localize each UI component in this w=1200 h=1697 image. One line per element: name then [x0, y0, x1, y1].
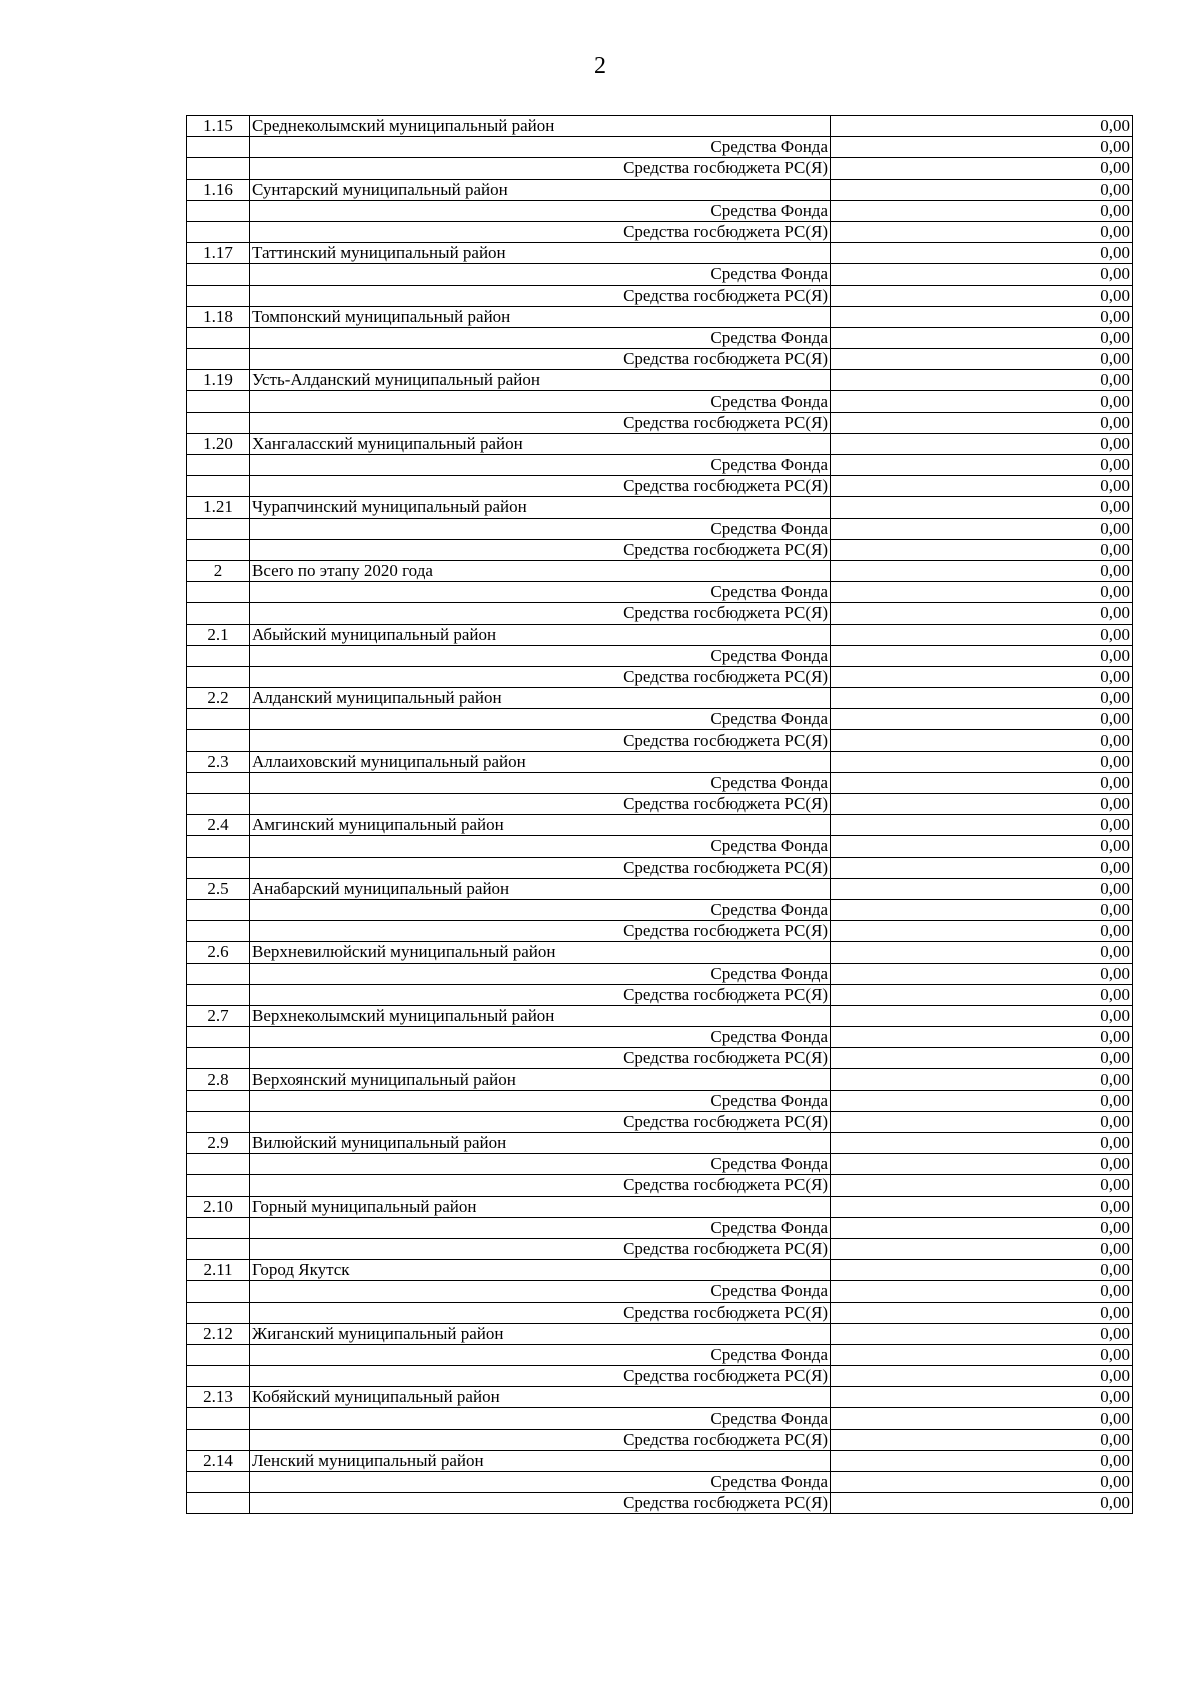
table-subrow-budget [187, 158, 1133, 179]
row-number-empty [187, 1408, 250, 1429]
budget-value: 0,00 [831, 730, 1133, 751]
row-number-empty [187, 730, 250, 751]
row-total-value: 0,00 [831, 1196, 1133, 1217]
budget-label: Средства госбюджета РС(Я) [250, 1111, 831, 1132]
table-row [187, 878, 1133, 899]
row-number: 2.5 [187, 878, 250, 899]
budget-value: 0,00 [831, 1493, 1133, 1514]
table-subrow-fund [187, 1344, 1133, 1365]
row-number: 2.8 [187, 1069, 250, 1090]
fund-value: 0,00 [831, 1027, 1133, 1048]
table-subrow-budget [187, 1302, 1133, 1323]
row-district-name: Ленский муниципальный район [250, 1450, 831, 1471]
table-subrow-fund [187, 391, 1133, 412]
row-number-empty [187, 772, 250, 793]
row-number-empty [187, 1027, 250, 1048]
row-district-name: Верхневилюйский муниципальный район [250, 942, 831, 963]
table-subrow-budget [187, 666, 1133, 687]
row-district-name: Хангаласский муниципальный район [250, 433, 831, 454]
row-district-name: Жиганский муниципальный район [250, 1323, 831, 1344]
row-number-empty [187, 857, 250, 878]
row-total-value: 0,00 [831, 1450, 1133, 1471]
table-subrow-fund [187, 836, 1133, 857]
table-subrow-fund [187, 1154, 1133, 1175]
fund-value: 0,00 [831, 327, 1133, 348]
fund-value: 0,00 [831, 709, 1133, 730]
funding-table-body [187, 116, 1133, 1514]
row-number: 2.13 [187, 1387, 250, 1408]
fund-label: Средства Фонда [250, 836, 831, 857]
budget-label: Средства госбюджета РС(Я) [250, 221, 831, 242]
fund-label: Средства Фонда [250, 1090, 831, 1111]
budget-value: 0,00 [831, 1048, 1133, 1069]
row-district-name: Таттинский муниципальный район [250, 243, 831, 264]
table-subrow-fund [187, 1281, 1133, 1302]
table-subrow-budget [187, 1493, 1133, 1514]
budget-label: Средства госбюджета РС(Я) [250, 476, 831, 497]
row-district-name: Чурапчинский муниципальный район [250, 497, 831, 518]
row-number: 1.15 [187, 116, 250, 137]
table-subrow-fund [187, 645, 1133, 666]
row-total-value: 0,00 [831, 1133, 1133, 1154]
row-number-empty [187, 476, 250, 497]
budget-label: Средства госбюджета РС(Я) [250, 921, 831, 942]
row-number-empty [187, 1302, 250, 1323]
row-number: 2.12 [187, 1323, 250, 1344]
fund-label: Средства Фонда [250, 1027, 831, 1048]
row-number-empty [187, 200, 250, 221]
budget-label: Средства госбюджета РС(Я) [250, 666, 831, 687]
table-row [187, 688, 1133, 709]
row-number-empty [187, 518, 250, 539]
budget-value: 0,00 [831, 221, 1133, 242]
row-number: 1.19 [187, 370, 250, 391]
table-subrow-fund [187, 1217, 1133, 1238]
budget-label: Средства госбюджета РС(Я) [250, 1302, 831, 1323]
row-number: 2.9 [187, 1133, 250, 1154]
row-number: 2.2 [187, 688, 250, 709]
funding-table [186, 115, 1133, 1514]
fund-value: 0,00 [831, 518, 1133, 539]
row-district-name: Алданский муниципальный район [250, 688, 831, 709]
row-district-name: Томпонский муниципальный район [250, 306, 831, 327]
row-number-empty [187, 391, 250, 412]
table-row [187, 560, 1133, 581]
row-number: 1.21 [187, 497, 250, 518]
table-subrow-fund [187, 200, 1133, 221]
table-subrow-fund [187, 1408, 1133, 1429]
row-number-empty [187, 285, 250, 306]
fund-label: Средства Фонда [250, 1281, 831, 1302]
budget-label: Средства госбюджета РС(Я) [250, 1429, 831, 1450]
row-district-name: Аллаиховский муниципальный район [250, 751, 831, 772]
table-subrow-budget [187, 1429, 1133, 1450]
table-subrow-budget [187, 984, 1133, 1005]
row-number: 1.20 [187, 433, 250, 454]
table-row [187, 1387, 1133, 1408]
fund-label: Средства Фонда [250, 645, 831, 666]
budget-value: 0,00 [831, 857, 1133, 878]
table-subrow-fund [187, 137, 1133, 158]
row-district-name: Верхнеколымский муниципальный район [250, 1005, 831, 1026]
row-total-value: 0,00 [831, 497, 1133, 518]
fund-value: 0,00 [831, 1344, 1133, 1365]
table-row [187, 1450, 1133, 1471]
table-row [187, 1323, 1133, 1344]
fund-value: 0,00 [831, 200, 1133, 221]
fund-value: 0,00 [831, 391, 1133, 412]
row-district-name: Всего по этапу 2020 года [250, 560, 831, 581]
fund-label: Средства Фонда [250, 327, 831, 348]
table-subrow-fund [187, 1027, 1133, 1048]
budget-value: 0,00 [831, 1111, 1133, 1132]
table-subrow-fund [187, 1472, 1133, 1493]
budget-label: Средства госбюджета РС(Я) [250, 857, 831, 878]
row-district-name: Сунтарский муниципальный район [250, 179, 831, 200]
table-row [187, 624, 1133, 645]
budget-value: 0,00 [831, 1429, 1133, 1450]
row-district-name: Город Якутск [250, 1260, 831, 1281]
row-number-empty [187, 137, 250, 158]
budget-value: 0,00 [831, 539, 1133, 560]
fund-value: 0,00 [831, 645, 1133, 666]
page-number: 2 [594, 53, 606, 79]
budget-label: Средства госбюджета РС(Я) [250, 412, 831, 433]
row-number: 2 [187, 560, 250, 581]
row-number-empty [187, 1472, 250, 1493]
fund-value: 0,00 [831, 1408, 1133, 1429]
table-subrow-budget [187, 285, 1133, 306]
fund-value: 0,00 [831, 137, 1133, 158]
fund-label: Средства Фонда [250, 1154, 831, 1175]
budget-value: 0,00 [831, 158, 1133, 179]
row-number-empty [187, 921, 250, 942]
table-subrow-budget [187, 1366, 1133, 1387]
fund-label: Средства Фонда [250, 518, 831, 539]
table-row [187, 433, 1133, 454]
budget-label: Средства госбюджета РС(Я) [250, 1493, 831, 1514]
row-number-empty [187, 1048, 250, 1069]
fund-label: Средства Фонда [250, 899, 831, 920]
budget-value: 0,00 [831, 1175, 1133, 1196]
row-number-empty [187, 963, 250, 984]
table-subrow-budget [187, 539, 1133, 560]
table-subrow-fund [187, 455, 1133, 476]
table-subrow-fund [187, 772, 1133, 793]
fund-label: Средства Фонда [250, 264, 831, 285]
row-number-empty [187, 836, 250, 857]
budget-value: 0,00 [831, 1302, 1133, 1323]
row-number-empty [187, 899, 250, 920]
row-number-empty [187, 158, 250, 179]
row-number-empty [187, 1493, 250, 1514]
row-total-value: 0,00 [831, 624, 1133, 645]
row-number-empty [187, 666, 250, 687]
table-subrow-fund [187, 899, 1133, 920]
table-row [187, 370, 1133, 391]
row-number-empty [187, 709, 250, 730]
row-total-value: 0,00 [831, 306, 1133, 327]
fund-value: 0,00 [831, 455, 1133, 476]
table-subrow-budget [187, 412, 1133, 433]
row-total-value: 0,00 [831, 815, 1133, 836]
row-number-empty [187, 1281, 250, 1302]
table-row [187, 1005, 1133, 1026]
table-row [187, 243, 1133, 264]
fund-label: Средства Фонда [250, 582, 831, 603]
row-number: 2.14 [187, 1450, 250, 1471]
budget-value: 0,00 [831, 412, 1133, 433]
fund-value: 0,00 [831, 582, 1133, 603]
budget-label: Средства госбюджета РС(Я) [250, 794, 831, 815]
budget-label: Средства госбюджета РС(Я) [250, 1048, 831, 1069]
budget-value: 0,00 [831, 476, 1133, 497]
row-number-empty [187, 1217, 250, 1238]
fund-value: 0,00 [831, 1090, 1133, 1111]
table-subrow-budget [187, 603, 1133, 624]
row-number-empty [187, 327, 250, 348]
fund-label: Средства Фонда [250, 709, 831, 730]
budget-label: Средства госбюджета РС(Я) [250, 349, 831, 370]
fund-label: Средства Фонда [250, 200, 831, 221]
row-number-empty [187, 1111, 250, 1132]
table-subrow-budget [187, 476, 1133, 497]
table-subrow-budget [187, 349, 1133, 370]
budget-value: 0,00 [831, 1238, 1133, 1259]
table-subrow-fund [187, 1090, 1133, 1111]
row-number: 2.3 [187, 751, 250, 772]
row-number-empty [187, 603, 250, 624]
table-subrow-budget [187, 1111, 1133, 1132]
table-row [187, 751, 1133, 772]
row-total-value: 0,00 [831, 433, 1133, 454]
budget-label: Средства госбюджета РС(Я) [250, 730, 831, 751]
table-subrow-fund [187, 963, 1133, 984]
table-row [187, 942, 1133, 963]
row-number: 2.1 [187, 624, 250, 645]
fund-label: Средства Фонда [250, 1344, 831, 1365]
row-number: 2.7 [187, 1005, 250, 1026]
fund-value: 0,00 [831, 836, 1133, 857]
row-district-name: Амгинский муниципальный район [250, 815, 831, 836]
row-district-name: Среднеколымский муниципальный район [250, 116, 831, 137]
row-district-name: Горный муниципальный район [250, 1196, 831, 1217]
row-total-value: 0,00 [831, 1387, 1133, 1408]
row-number-empty [187, 349, 250, 370]
row-number: 1.16 [187, 179, 250, 200]
row-district-name: Анабарский муниципальный район [250, 878, 831, 899]
row-total-value: 0,00 [831, 370, 1133, 391]
budget-label: Средства госбюджета РС(Я) [250, 603, 831, 624]
row-number-empty [187, 455, 250, 476]
row-district-name: Верхоянский муниципальный район [250, 1069, 831, 1090]
budget-value: 0,00 [831, 603, 1133, 624]
row-district-name: Вилюйский муниципальный район [250, 1133, 831, 1154]
table-subrow-fund [187, 518, 1133, 539]
row-total-value: 0,00 [831, 243, 1133, 264]
table-subrow-budget [187, 794, 1133, 815]
fund-label: Средства Фонда [250, 1408, 831, 1429]
budget-label: Средства госбюджета РС(Я) [250, 984, 831, 1005]
table-subrow-fund [187, 264, 1133, 285]
budget-value: 0,00 [831, 794, 1133, 815]
budget-label: Средства госбюджета РС(Я) [250, 285, 831, 306]
row-number-empty [187, 582, 250, 603]
row-district-name: Усть-Алданский муниципальный район [250, 370, 831, 391]
table-subrow-budget [187, 730, 1133, 751]
table-row [187, 1133, 1133, 1154]
fund-value: 0,00 [831, 899, 1133, 920]
table-subrow-budget [187, 1048, 1133, 1069]
row-total-value: 0,00 [831, 560, 1133, 581]
row-number-empty [187, 221, 250, 242]
budget-value: 0,00 [831, 1366, 1133, 1387]
row-number-empty [187, 264, 250, 285]
fund-label: Средства Фонда [250, 137, 831, 158]
row-number-empty [187, 1429, 250, 1450]
fund-value: 0,00 [831, 1281, 1133, 1302]
table-subrow-budget [187, 221, 1133, 242]
row-number-empty [187, 1366, 250, 1387]
row-total-value: 0,00 [831, 1005, 1133, 1026]
row-district-name: Абыйский муниципальный район [250, 624, 831, 645]
row-number-empty [187, 1344, 250, 1365]
row-number: 1.18 [187, 306, 250, 327]
row-total-value: 0,00 [831, 751, 1133, 772]
budget-label: Средства госбюджета РС(Я) [250, 1366, 831, 1387]
row-number-empty [187, 1090, 250, 1111]
fund-value: 0,00 [831, 1472, 1133, 1493]
row-total-value: 0,00 [831, 1069, 1133, 1090]
row-number-empty [187, 1238, 250, 1259]
table-row [187, 815, 1133, 836]
budget-label: Средства госбюджета РС(Я) [250, 1175, 831, 1196]
fund-value: 0,00 [831, 772, 1133, 793]
row-total-value: 0,00 [831, 878, 1133, 899]
row-total-value: 0,00 [831, 688, 1133, 709]
row-number-empty [187, 539, 250, 560]
table-row [187, 306, 1133, 327]
fund-value: 0,00 [831, 963, 1133, 984]
table-row [187, 116, 1133, 137]
fund-label: Средства Фонда [250, 963, 831, 984]
budget-label: Средства госбюджета РС(Я) [250, 158, 831, 179]
budget-value: 0,00 [831, 984, 1133, 1005]
table-row [187, 1260, 1133, 1281]
row-number: 2.11 [187, 1260, 250, 1281]
fund-label: Средства Фонда [250, 391, 831, 412]
budget-value: 0,00 [831, 666, 1133, 687]
row-number: 1.17 [187, 243, 250, 264]
table-subrow-budget [187, 857, 1133, 878]
table-subrow-fund [187, 327, 1133, 348]
row-number-empty [187, 412, 250, 433]
fund-label: Средства Фонда [250, 1472, 831, 1493]
row-district-name: Кобяйский муниципальный район [250, 1387, 831, 1408]
fund-label: Средства Фонда [250, 772, 831, 793]
fund-value: 0,00 [831, 264, 1133, 285]
row-total-value: 0,00 [831, 116, 1133, 137]
table-subrow-budget [187, 1238, 1133, 1259]
fund-value: 0,00 [831, 1217, 1133, 1238]
table-row [187, 1196, 1133, 1217]
row-total-value: 0,00 [831, 1323, 1133, 1344]
row-number-empty [187, 984, 250, 1005]
row-number-empty [187, 1154, 250, 1175]
budget-value: 0,00 [831, 921, 1133, 942]
row-number: 2.4 [187, 815, 250, 836]
budget-label: Средства госбюджета РС(Я) [250, 1238, 831, 1259]
table-subrow-budget [187, 1175, 1133, 1196]
budget-value: 0,00 [831, 349, 1133, 370]
row-total-value: 0,00 [831, 942, 1133, 963]
row-number-empty [187, 645, 250, 666]
fund-label: Средства Фонда [250, 1217, 831, 1238]
table-row [187, 1069, 1133, 1090]
row-total-value: 0,00 [831, 179, 1133, 200]
row-total-value: 0,00 [831, 1260, 1133, 1281]
fund-value: 0,00 [831, 1154, 1133, 1175]
budget-label: Средства госбюджета РС(Я) [250, 539, 831, 560]
table-subrow-fund [187, 709, 1133, 730]
row-number-empty [187, 1175, 250, 1196]
row-number: 2.6 [187, 942, 250, 963]
budget-value: 0,00 [831, 285, 1133, 306]
row-number-empty [187, 794, 250, 815]
row-number: 2.10 [187, 1196, 250, 1217]
fund-label: Средства Фонда [250, 455, 831, 476]
table-subrow-budget [187, 921, 1133, 942]
table-row [187, 497, 1133, 518]
table-subrow-fund [187, 582, 1133, 603]
table-row [187, 179, 1133, 200]
